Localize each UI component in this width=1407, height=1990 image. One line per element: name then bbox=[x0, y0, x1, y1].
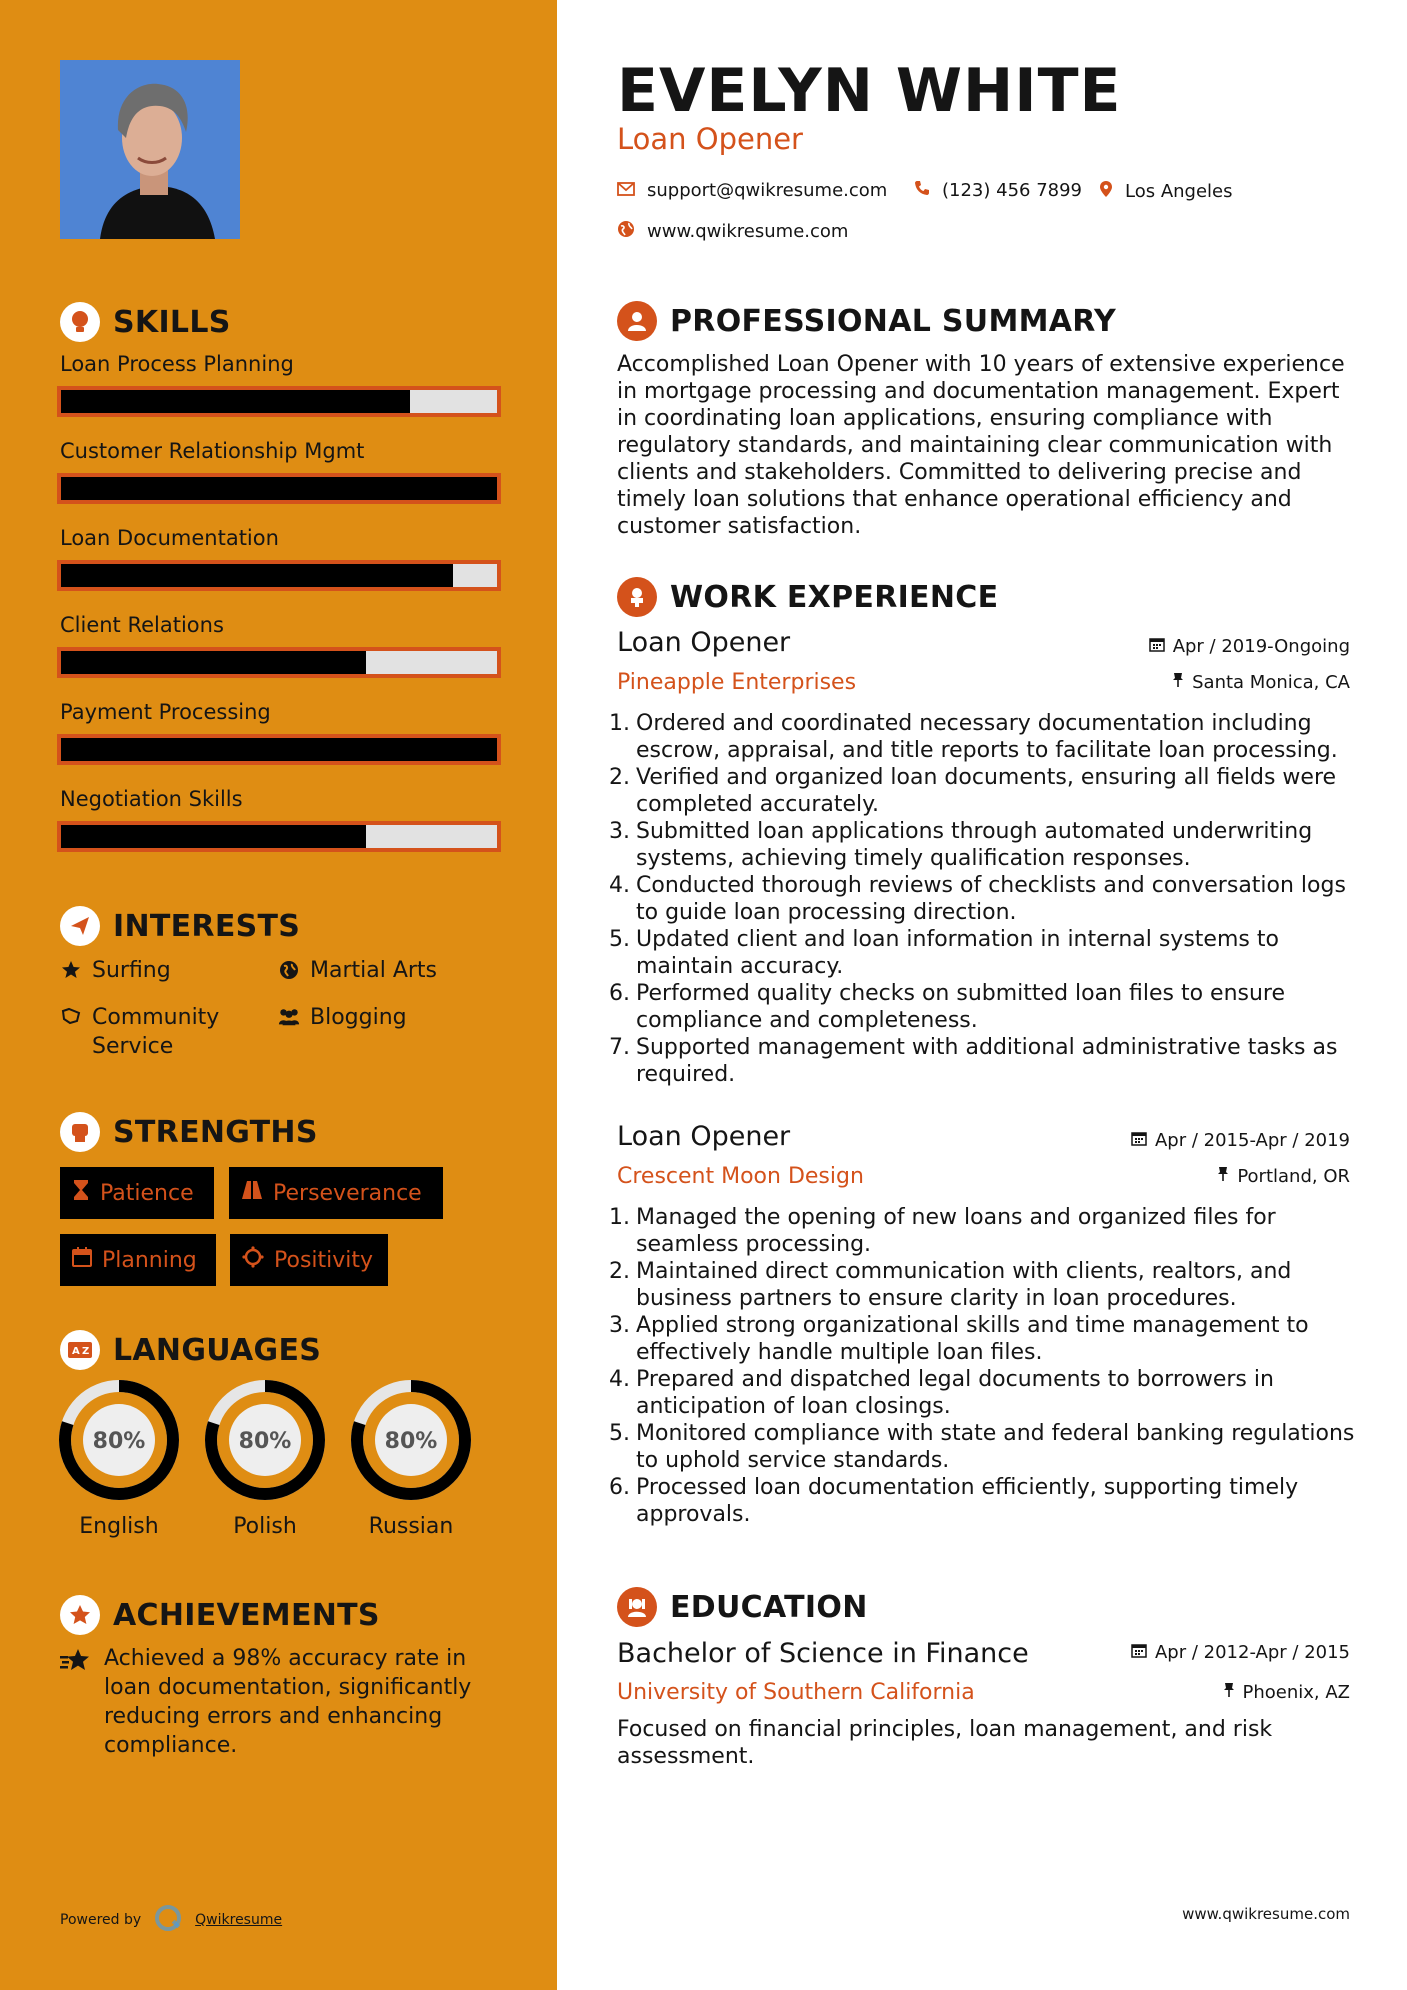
powered-by bbox=[60, 1903, 282, 1937]
pin-icon bbox=[1217, 1166, 1229, 1187]
language-item bbox=[203, 1378, 327, 1539]
email-text[interactable]: support@qwikresume.com bbox=[647, 180, 888, 201]
skill-bar bbox=[57, 473, 501, 504]
interest-label: Surfing bbox=[92, 958, 171, 983]
skill-label: Negotiation Skills bbox=[60, 787, 243, 811]
language-ring bbox=[203, 1378, 327, 1502]
strength-badge bbox=[229, 1167, 443, 1219]
duty-item: Maintained direct communication with clients, realtors, and business partners to ensure clarity in loan procedures. bbox=[636, 1259, 1292, 1311]
duty-item: Processed loan documentation efficiently, supporting timely approvals. bbox=[636, 1475, 1299, 1527]
achievements-title: ACHIEVEMENTS bbox=[113, 1597, 380, 1633]
job-location bbox=[1217, 1166, 1350, 1187]
job-title: Loan Opener bbox=[617, 627, 791, 658]
powered-by-label: Powered by bbox=[60, 1912, 142, 1928]
experience-title: WORK EXPERIENCE bbox=[670, 579, 999, 615]
user-icon bbox=[617, 301, 657, 341]
handshake-icon bbox=[60, 1003, 82, 1025]
footer-website[interactable]: www.qwikresume.com bbox=[1182, 1905, 1350, 1923]
globe-icon bbox=[278, 956, 300, 980]
interest-label: Blogging bbox=[310, 1005, 407, 1030]
language-percent: 80% bbox=[384, 1429, 438, 1454]
strength-badge bbox=[60, 1167, 214, 1219]
job-location bbox=[1172, 672, 1350, 693]
road-icon bbox=[241, 1180, 263, 1206]
star-medal-icon bbox=[60, 1644, 92, 1760]
skill-label: Payment Processing bbox=[60, 700, 271, 724]
education-dates-text: Apr / 2012-Apr / 2015 bbox=[1154, 1642, 1350, 1663]
job-location-text: Portland, OR bbox=[1237, 1166, 1350, 1187]
language-icon bbox=[60, 1330, 100, 1370]
education-title: EDUCATION bbox=[670, 1589, 868, 1625]
duty-item: Prepared and dispatched legal documents to borrowers in anticipation of loan closings. bbox=[636, 1367, 1274, 1419]
qwikresume-link[interactable]: Qwikresume bbox=[195, 1912, 283, 1928]
users-icon bbox=[278, 1003, 300, 1027]
education-location bbox=[1223, 1682, 1351, 1703]
skills-title: SKILLS bbox=[113, 304, 231, 340]
company-name: Crescent Moon Design bbox=[617, 1164, 864, 1189]
skill-bar-fill bbox=[61, 651, 366, 674]
contact-location bbox=[1099, 180, 1233, 203]
strength-label: Positivity bbox=[274, 1247, 374, 1273]
graduation-icon bbox=[617, 1587, 657, 1627]
duty-item: Supported management with additional administrative tasks as required. bbox=[636, 1035, 1338, 1087]
skill-label: Client Relations bbox=[60, 613, 224, 637]
company-name: Pineapple Enterprises bbox=[617, 670, 857, 695]
skill-bar bbox=[57, 647, 501, 678]
duty-item: Monitored compliance with state and federal banking regulations to uphold service standards. bbox=[636, 1421, 1355, 1473]
education-description: Focused on financial principles, loan management, and risk assessment. bbox=[617, 1717, 1273, 1769]
experience-heading bbox=[617, 577, 998, 617]
strength-label: Planning bbox=[102, 1247, 197, 1273]
contact-email bbox=[617, 180, 887, 201]
hourglass-icon bbox=[72, 1179, 90, 1207]
contact-phone bbox=[914, 180, 1082, 201]
language-item bbox=[57, 1378, 181, 1539]
duty-item: Managed the opening of new loans and organized files for seamless processing. bbox=[636, 1205, 1276, 1257]
job-title: Loan Opener bbox=[617, 1121, 791, 1152]
phone-text[interactable]: (123) 456 7899 bbox=[942, 180, 1083, 201]
calendar-icon bbox=[1131, 1642, 1147, 1663]
skill-bar-fill bbox=[61, 825, 366, 848]
skill-label: Customer Relationship Mgmt bbox=[60, 439, 365, 463]
job-dates bbox=[1149, 636, 1350, 657]
sun-icon bbox=[242, 1246, 264, 1274]
sidebar bbox=[0, 0, 557, 1990]
candidate-name: EVELYN WHITE bbox=[617, 56, 1122, 126]
duty-item: Performed quality checks on submitted loan files to ensure compliance and completeness. bbox=[636, 981, 1286, 1033]
job-dates bbox=[1131, 1130, 1350, 1151]
strength-label: Perseverance bbox=[273, 1180, 422, 1206]
interests-heading bbox=[60, 906, 300, 946]
job-title-header: Loan Opener bbox=[617, 122, 803, 156]
achievements-heading bbox=[60, 1595, 380, 1635]
interest-item bbox=[278, 1003, 407, 1032]
contact-website bbox=[617, 220, 848, 243]
calendar-icon bbox=[1131, 1130, 1147, 1151]
skill-bar bbox=[57, 560, 501, 591]
summary-text: Accomplished Loan Opener with 10 years of extensive experience in mortgage processing and documentation management. Expert in coordinating loan applications, ensuring compliance with regulatory standards, and maintaining clear communication with clients and stakeholders. Committed to delivering precise and timely loan solutions that enhance operational efficiency and customer satisfaction. bbox=[617, 352, 1345, 539]
map-pin-icon bbox=[1099, 180, 1113, 203]
interest-label: Martial Arts bbox=[310, 958, 438, 983]
language-ring bbox=[349, 1378, 473, 1502]
summary-title: PROFESSIONAL SUMMARY bbox=[670, 303, 1117, 339]
skill-bar-fill bbox=[61, 564, 453, 587]
language-name: Russian bbox=[368, 1514, 454, 1539]
skill-bar-fill bbox=[61, 477, 497, 500]
strength-badge bbox=[230, 1234, 388, 1286]
skill-bar-fill bbox=[61, 738, 497, 761]
lightbulb-icon bbox=[60, 302, 100, 342]
website-text[interactable]: www.qwikresume.com bbox=[647, 221, 849, 242]
main-content bbox=[557, 0, 1407, 1990]
qwikresume-logo-icon bbox=[153, 1903, 183, 1937]
interests-title: INTERESTS bbox=[113, 908, 301, 944]
skill-bar-fill bbox=[61, 390, 410, 413]
degree-title: Bachelor of Science in Finance bbox=[617, 1638, 1029, 1669]
job-location-text: Santa Monica, CA bbox=[1192, 672, 1350, 693]
calendar-icon bbox=[1149, 636, 1165, 657]
language-percent: 80% bbox=[92, 1429, 146, 1454]
duty-item: Applied strong organizational skills and time management to effectively handle multiple loan files. bbox=[636, 1313, 1309, 1365]
skill-label: Loan Documentation bbox=[60, 526, 279, 550]
duty-item: Updated client and loan information in internal systems to maintain accuracy. bbox=[636, 927, 1279, 979]
duty-list bbox=[617, 710, 1365, 1088]
pin-icon bbox=[1172, 672, 1184, 693]
envelope-icon bbox=[617, 180, 635, 201]
strength-label: Patience bbox=[100, 1180, 194, 1206]
achievement-text: Achieved a 98% accuracy rate in loan documentation, significantly reducing errors and enhancing compliance. bbox=[104, 1646, 472, 1758]
language-percent: 80% bbox=[238, 1429, 292, 1454]
strength-badge bbox=[60, 1234, 216, 1286]
globe-icon bbox=[617, 220, 635, 243]
achievement-item bbox=[60, 1644, 500, 1760]
briefcase-icon bbox=[617, 577, 657, 617]
duty-item: Conducted thorough reviews of checklists and conversation logs to guide loan processing direction. bbox=[636, 873, 1346, 925]
duty-item: Ordered and coordinated necessary documentation including escrow, appraisal, and title reports to facilitate loan processing. bbox=[636, 711, 1338, 763]
interest-item bbox=[60, 956, 171, 985]
svg-text:Z: Z bbox=[82, 1346, 90, 1357]
svg-text:A: A bbox=[72, 1346, 80, 1357]
fist-icon bbox=[60, 1112, 100, 1152]
duty-item: Verified and organized loan documents, ensuring all fields were completed accurately. bbox=[636, 765, 1337, 817]
skill-label: Loan Process Planning bbox=[60, 352, 294, 376]
education-dates bbox=[1131, 1642, 1350, 1663]
phone-icon bbox=[914, 180, 930, 201]
interest-label: Community Service bbox=[92, 1005, 220, 1059]
profile-photo bbox=[60, 60, 240, 239]
skill-bar bbox=[57, 386, 501, 417]
languages-title: LANGUAGES bbox=[113, 1332, 322, 1368]
location-text: Los Angeles bbox=[1125, 181, 1233, 202]
language-item bbox=[349, 1378, 473, 1539]
summary-heading bbox=[617, 301, 1116, 341]
strengths-heading bbox=[60, 1112, 318, 1152]
languages-heading bbox=[60, 1330, 321, 1370]
award-icon bbox=[60, 1595, 100, 1635]
duty-list bbox=[617, 1204, 1365, 1528]
skill-bar bbox=[57, 734, 501, 765]
strengths-title: STRENGTHS bbox=[113, 1114, 318, 1150]
interest-item bbox=[60, 1003, 240, 1061]
language-name: English bbox=[79, 1514, 159, 1539]
job-dates-text: Apr / 2019-Ongoing bbox=[1172, 636, 1350, 657]
skills-heading bbox=[60, 302, 231, 342]
skill-bar bbox=[57, 821, 501, 852]
star-icon bbox=[60, 956, 82, 980]
paper-plane-icon bbox=[60, 906, 100, 946]
pin-icon bbox=[1223, 1682, 1235, 1703]
language-name: Polish bbox=[233, 1514, 297, 1539]
education-location-text: Phoenix, AZ bbox=[1242, 1682, 1350, 1703]
duty-item: Submitted loan applications through automated underwriting systems, achieving timely qualification responses. bbox=[636, 819, 1313, 871]
school-name: University of Southern California bbox=[617, 1680, 975, 1705]
calendar-icon bbox=[72, 1247, 92, 1273]
language-ring bbox=[57, 1378, 181, 1502]
interest-item bbox=[278, 956, 437, 985]
job-dates-text: Apr / 2015-Apr / 2019 bbox=[1154, 1130, 1350, 1151]
education-heading bbox=[617, 1587, 868, 1627]
